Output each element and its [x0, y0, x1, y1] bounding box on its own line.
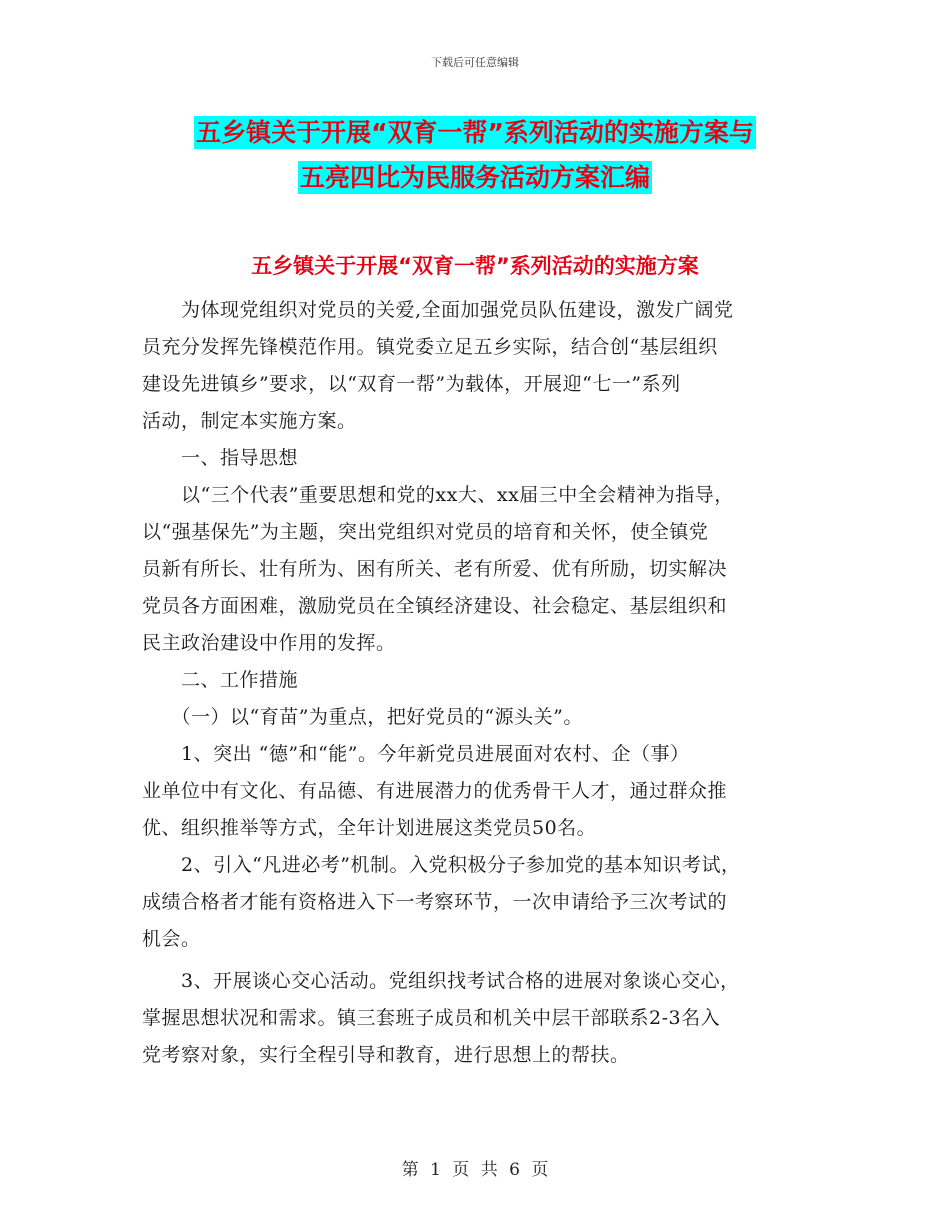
- page-footer: 第 1 页 共 6 页: [401, 1160, 549, 1180]
- body-line: 1、突出 “德”和“能”。今年新党员进展面对农村、企（事）: [142, 743, 690, 765]
- section-heading: 二、工作措施: [142, 669, 299, 691]
- body-line: 为体现党组织对党员的关爱,全面加强党员队伍建设，激发广阔党: [142, 299, 734, 321]
- document-title-line-2-text: 五亮四比为民服务活动方案汇编: [299, 163, 650, 192]
- subsection-heading: （一）以“育苗”为重点，把好党员的“源头关”。: [142, 706, 583, 728]
- document-title-line-1-text: 五乡镇关于开展“双育一帮”系列活动的实施方案与: [196, 118, 754, 147]
- body-line: 成绩合格者才能有资格进入下一考察环节，一次申请给予三次考试的: [142, 891, 728, 913]
- body-line: 党考察对象，实行全程引导和教育，进行思想上的帮扶。: [142, 1044, 630, 1066]
- body-line: 优、组织推举等方式，全年计划进展这类党员50名。: [142, 817, 597, 839]
- body-line: 员充分发挥先锋模范作用。镇党委立足五乡实际，结合创“基层组织: [142, 336, 718, 358]
- page-header-note: 下载后可任意编辑: [431, 56, 519, 69]
- document-title-line-2: [0, 158, 950, 194]
- body-line: 党员各方面困难，激励党员在全镇经济建设、社会稳定、基层组织和: [142, 595, 728, 617]
- section-heading: 一、指导思想: [142, 447, 299, 469]
- body-line: 掌握思想状况和需求。镇三套班子成员和机关中层干部联系2-3名入: [142, 1007, 721, 1029]
- body-line: 3、开展谈心交心活动。党组织找考试合格的进展对象谈心交心，: [142, 970, 740, 992]
- body-line: 2、引入“凡进必考”机制。入党积极分子参加党的基本知识考试，: [142, 854, 741, 876]
- body-line: 建设先进镇乡”要求，以“双育一帮”为载体，开展迎“七一”系列: [142, 373, 681, 395]
- body-line: 民主政治建设中作用的发挥。: [142, 632, 396, 654]
- section-title: 五乡镇关于开展“双育一帮”系列活动的实施方案: [251, 254, 699, 278]
- body-line: 以“三个代表”重要思想和党的xx大、xx届三中全会精神为指导，: [142, 484, 734, 506]
- document-title-line-1: [0, 113, 950, 149]
- body-line: 业单位中有文化、有品德、有进展潜力的优秀骨干人才，通过群众推: [142, 780, 728, 802]
- body-line: 机会。: [142, 928, 201, 950]
- body-line: 活动，制定本实施方案。: [142, 410, 357, 432]
- body-line: 员新有所长、壮有所为、困有所关、老有所爱、优有所励，切实解决: [142, 558, 728, 580]
- body-line: 以“强基保先”为主题，突出党组织对党员的培育和关怀，使全镇党: [142, 521, 709, 543]
